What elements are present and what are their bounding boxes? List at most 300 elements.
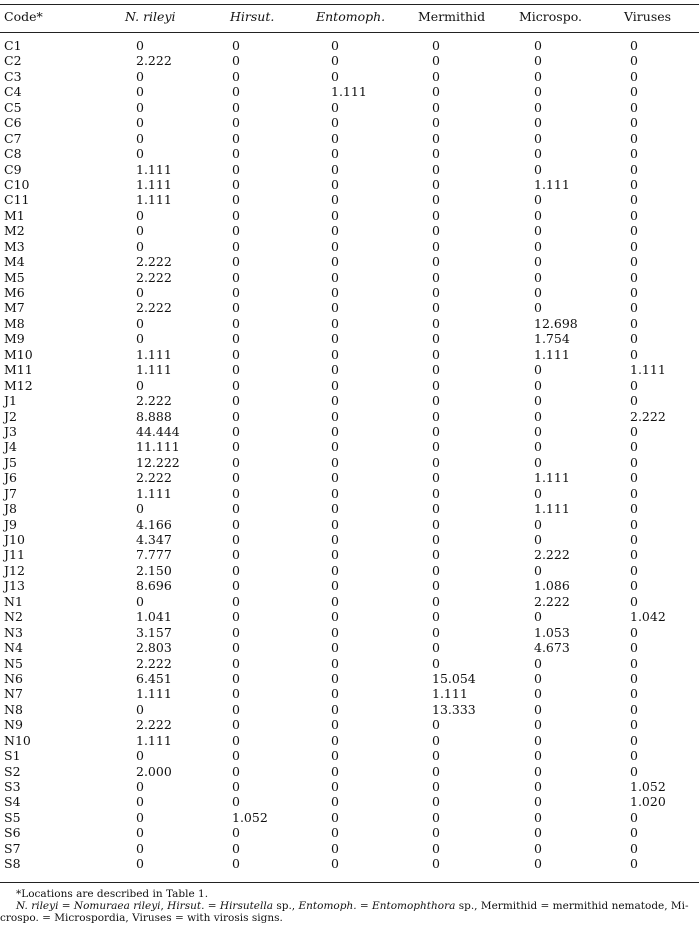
header-mermithid: Mermithid xyxy=(418,9,486,24)
cell-entomoph: 0 xyxy=(331,146,339,162)
cell-entomoph: 0 xyxy=(331,732,339,748)
cell-mermithid: 0 xyxy=(432,748,440,764)
cell-hirsut: 0 xyxy=(232,578,240,594)
cell-microspo: 0 xyxy=(534,393,542,409)
cell-microspo: 0 xyxy=(534,748,542,764)
cell-hirsut: 0 xyxy=(232,470,240,486)
cell-hirsut: 0 xyxy=(232,223,240,239)
cell-n-rileyi: 1.111 xyxy=(136,161,172,177)
cell-mermithid: 0 xyxy=(432,423,440,439)
cell-mermithid: 0 xyxy=(432,393,440,409)
cell-viruses: 0 xyxy=(630,562,638,578)
cell-code: C2 xyxy=(4,53,22,69)
footnote-abbrev-hirsut: Hirsut. xyxy=(167,900,205,912)
cell-entomoph: 0 xyxy=(331,300,339,316)
table-row xyxy=(0,625,699,640)
cell-code: C6 xyxy=(4,115,22,131)
cell-entomoph: 0 xyxy=(331,223,339,239)
table-row xyxy=(0,733,699,748)
cell-hirsut: 0 xyxy=(232,300,240,316)
table-row xyxy=(0,316,699,331)
cell-n-rileyi: 2.000 xyxy=(136,763,172,779)
cell-entomoph: 0 xyxy=(331,470,339,486)
cell-entomoph: 0 xyxy=(331,686,339,702)
cell-entomoph: 0 xyxy=(331,454,339,470)
cell-microspo: 1.053 xyxy=(534,624,570,640)
cell-viruses: 0 xyxy=(630,686,638,702)
table-row xyxy=(0,177,699,192)
cell-hirsut: 0 xyxy=(232,655,240,671)
cell-microspo: 0 xyxy=(534,362,542,378)
cell-entomoph: 0 xyxy=(331,562,339,578)
cell-entomoph: 0 xyxy=(331,115,339,131)
cell-microspo: 0 xyxy=(534,516,542,532)
cell-entomoph: 0 xyxy=(331,593,339,609)
cell-hirsut: 0 xyxy=(232,439,240,455)
cell-n-rileyi: 8.696 xyxy=(136,578,172,594)
cell-n-rileyi: 1.111 xyxy=(136,362,172,378)
cell-microspo: 0 xyxy=(534,300,542,316)
cell-mermithid: 0 xyxy=(432,732,440,748)
cell-mermithid: 0 xyxy=(432,856,440,872)
cell-entomoph: 0 xyxy=(331,748,339,764)
cell-code: J10 xyxy=(4,532,25,547)
table-row xyxy=(0,223,699,238)
cell-hirsut: 0 xyxy=(232,624,240,640)
header-entomoph: Entomoph. xyxy=(316,9,386,24)
table-row xyxy=(0,764,699,779)
cell-entomoph: 0 xyxy=(331,809,339,825)
cell-viruses: 0 xyxy=(630,192,638,208)
cell-n-rileyi: 7.777 xyxy=(136,547,172,563)
cell-n-rileyi: 2.222 xyxy=(136,300,172,316)
cell-hirsut: 0 xyxy=(232,423,240,439)
cell-n-rileyi: 0 xyxy=(136,315,144,331)
header-rule xyxy=(0,32,699,33)
cell-microspo: 0 xyxy=(534,809,542,825)
cell-n-rileyi: 1.111 xyxy=(136,346,172,362)
cell-entomoph: 0 xyxy=(331,362,339,378)
cell-entomoph: 0 xyxy=(331,640,339,656)
cell-entomoph: 0 xyxy=(331,670,339,686)
cell-code: N2 xyxy=(4,609,23,625)
cell-n-rileyi: 0 xyxy=(136,130,144,146)
cell-viruses: 0 xyxy=(630,300,638,316)
cell-n-rileyi: 0 xyxy=(136,331,144,347)
cell-mermithid: 0 xyxy=(432,223,440,239)
cell-microspo: 0 xyxy=(534,99,542,115)
cell-n-rileyi: 0 xyxy=(136,377,144,393)
cell-mermithid: 0 xyxy=(432,130,440,146)
cell-n-rileyi: 2.222 xyxy=(136,53,172,69)
cell-mermithid: 0 xyxy=(432,470,440,486)
cell-microspo: 0 xyxy=(534,192,542,208)
cell-entomoph: 0 xyxy=(331,794,339,810)
cell-viruses: 0 xyxy=(630,501,638,517)
cell-viruses: 0 xyxy=(630,547,638,563)
cell-hirsut: 0 xyxy=(232,547,240,563)
cell-n-rileyi: 1.041 xyxy=(136,609,172,625)
cell-n-rileyi: 0 xyxy=(136,38,144,53)
table-row xyxy=(0,470,699,485)
table-row xyxy=(0,547,699,562)
cell-mermithid: 0 xyxy=(432,146,440,162)
cell-code: C11 xyxy=(4,192,30,208)
cell-viruses: 2.222 xyxy=(630,408,666,424)
header-microspo: Microspo. xyxy=(519,9,582,24)
cell-n-rileyi: 0 xyxy=(136,115,144,131)
cell-mermithid: 0 xyxy=(432,439,440,455)
cell-n-rileyi: 0 xyxy=(136,146,144,162)
cell-n-rileyi: 2.222 xyxy=(136,254,172,270)
table-row xyxy=(0,810,699,825)
cell-microspo: 0 xyxy=(534,454,542,470)
cell-hirsut: 0 xyxy=(232,485,240,501)
cell-viruses: 0 xyxy=(630,285,638,300)
cell-hirsut: 0 xyxy=(232,593,240,609)
cell-hirsut: 0 xyxy=(232,192,240,208)
cell-n-rileyi: 11.111 xyxy=(136,439,180,455)
cell-microspo: 0 xyxy=(534,269,542,285)
footnote-rest-line-1: Mermithid = mermithid nematode, Mi- xyxy=(480,900,689,912)
cell-hirsut: 0 xyxy=(232,748,240,764)
footnote-locations xyxy=(0,889,699,901)
cell-code: C4 xyxy=(4,84,22,100)
cell-mermithid: 0 xyxy=(432,609,440,625)
cell-entomoph: 0 xyxy=(331,763,339,779)
cell-microspo: 0 xyxy=(534,285,542,300)
cell-n-rileyi: 0 xyxy=(136,68,144,84)
cell-hirsut: 0 xyxy=(232,38,240,53)
cell-n-rileyi: 2.222 xyxy=(136,393,172,409)
cell-entomoph: 0 xyxy=(331,130,339,146)
table-row xyxy=(0,347,699,362)
table-row xyxy=(0,131,699,146)
table-row xyxy=(0,84,699,99)
cell-n-rileyi: 1.111 xyxy=(136,192,172,208)
table-row xyxy=(0,38,699,53)
cell-entomoph: 0 xyxy=(331,346,339,362)
cell-code: J6 xyxy=(4,470,17,486)
table-row xyxy=(0,501,699,516)
cell-microspo: 0 xyxy=(534,856,542,872)
footnote-abbrev-entomoph: Entomoph. xyxy=(298,900,357,912)
cell-n-rileyi: 0 xyxy=(136,809,144,825)
cell-viruses: 1.020 xyxy=(630,794,666,810)
header-hirsut: Hirsut. xyxy=(230,9,275,24)
cell-microspo: 0 xyxy=(534,238,542,254)
cell-n-rileyi: 0 xyxy=(136,84,144,100)
table-row xyxy=(0,439,699,454)
cell-microspo: 0 xyxy=(534,207,542,223)
cell-code: M6 xyxy=(4,285,25,300)
cell-viruses: 1.042 xyxy=(630,609,666,625)
cell-microspo: 0 xyxy=(534,701,542,717)
cell-code: J1 xyxy=(4,393,17,409)
cell-viruses: 0 xyxy=(630,825,638,841)
cell-viruses: 0 xyxy=(630,809,638,825)
cell-code: M8 xyxy=(4,315,25,331)
cell-code: M10 xyxy=(4,346,33,362)
cell-code: S8 xyxy=(4,856,21,872)
table-row xyxy=(0,208,699,223)
cell-microspo: 0 xyxy=(534,562,542,578)
cell-code: M3 xyxy=(4,238,25,254)
cell-viruses: 0 xyxy=(630,331,638,347)
cell-hirsut: 0 xyxy=(232,501,240,517)
cell-n-rileyi: 4.347 xyxy=(136,532,172,547)
table-row xyxy=(0,162,699,177)
table-row xyxy=(0,686,699,701)
cell-viruses: 0 xyxy=(630,99,638,115)
table-top-rule xyxy=(0,4,699,5)
cell-mermithid: 0 xyxy=(432,192,440,208)
table-row xyxy=(0,563,699,578)
cell-mermithid: 0 xyxy=(432,176,440,192)
cell-mermithid: 0 xyxy=(432,794,440,810)
cell-viruses: 1.052 xyxy=(630,779,666,794)
cell-viruses: 0 xyxy=(630,532,638,547)
cell-n-rileyi: 0 xyxy=(136,794,144,810)
cell-code: J3 xyxy=(4,423,17,439)
table-row xyxy=(0,856,699,871)
cell-mermithid: 0 xyxy=(432,763,440,779)
table-row xyxy=(0,239,699,254)
cell-n-rileyi: 2.222 xyxy=(136,269,172,285)
cell-entomoph: 0 xyxy=(331,532,339,547)
cell-mermithid: 0 xyxy=(432,362,440,378)
cell-microspo: 0 xyxy=(534,532,542,547)
cell-microspo: 1.111 xyxy=(534,346,570,362)
table-row xyxy=(0,455,699,470)
cell-code: C3 xyxy=(4,68,22,84)
cell-entomoph: 0 xyxy=(331,779,339,794)
cell-viruses: 0 xyxy=(630,115,638,131)
cell-code: C7 xyxy=(4,130,22,146)
cell-hirsut: 0 xyxy=(232,99,240,115)
cell-n-rileyi: 0 xyxy=(136,779,144,794)
cell-microspo: 0 xyxy=(534,130,542,146)
cell-microspo: 0 xyxy=(534,686,542,702)
cell-viruses: 0 xyxy=(630,393,638,409)
cell-hirsut: 0 xyxy=(232,856,240,872)
cell-viruses: 0 xyxy=(630,53,638,69)
cell-n-rileyi: 12.222 xyxy=(136,454,180,470)
cell-microspo: 0 xyxy=(534,53,542,69)
cell-code: J4 xyxy=(4,439,17,455)
cell-mermithid: 0 xyxy=(432,485,440,501)
cell-entomoph: 0 xyxy=(331,161,339,177)
footnote-full-hirsutella: Hirsutella xyxy=(219,900,274,912)
cell-mermithid: 0 xyxy=(432,238,440,254)
cell-entomoph: 0 xyxy=(331,516,339,532)
cell-microspo: 0 xyxy=(534,68,542,84)
cell-mermithid: 13.333 xyxy=(432,701,476,717)
cell-viruses: 0 xyxy=(630,640,638,656)
cell-hirsut: 0 xyxy=(232,207,240,223)
cell-n-rileyi: 0 xyxy=(136,223,144,239)
cell-microspo: 4.673 xyxy=(534,640,570,656)
cell-entomoph: 0 xyxy=(331,423,339,439)
cell-entomoph: 0 xyxy=(331,408,339,424)
cell-viruses: 0 xyxy=(630,84,638,100)
table-row xyxy=(0,424,699,439)
table-row xyxy=(0,69,699,84)
cell-mermithid: 0 xyxy=(432,562,440,578)
cell-hirsut: 0 xyxy=(232,609,240,625)
cell-mermithid: 0 xyxy=(432,300,440,316)
cell-hirsut: 0 xyxy=(232,454,240,470)
cell-mermithid: 0 xyxy=(432,84,440,100)
table-row xyxy=(0,192,699,207)
cell-microspo: 0 xyxy=(534,254,542,270)
table-row xyxy=(0,594,699,609)
cell-code: J8 xyxy=(4,501,17,517)
cell-viruses: 0 xyxy=(630,68,638,84)
cell-n-rileyi: 0 xyxy=(136,701,144,717)
cell-mermithid: 0 xyxy=(432,809,440,825)
cell-hirsut: 0 xyxy=(232,670,240,686)
cell-mermithid: 1.111 xyxy=(432,686,468,702)
table-row xyxy=(0,393,699,408)
cell-code: N10 xyxy=(4,732,31,748)
cell-microspo: 12.698 xyxy=(534,315,578,331)
cell-viruses: 0 xyxy=(630,763,638,779)
table-row xyxy=(0,270,699,285)
cell-microspo: 1.754 xyxy=(534,331,570,347)
table-row xyxy=(0,640,699,655)
cell-microspo: 0 xyxy=(534,115,542,131)
cell-code: N6 xyxy=(4,670,23,686)
cell-viruses: 0 xyxy=(630,593,638,609)
cell-entomoph: 0 xyxy=(331,840,339,856)
footnote-abbreviations-line-2 xyxy=(0,913,699,925)
cell-viruses: 0 xyxy=(630,269,638,285)
cell-code: S6 xyxy=(4,825,21,841)
table-row xyxy=(0,717,699,732)
cell-hirsut: 0 xyxy=(232,238,240,254)
cell-entomoph: 0 xyxy=(331,269,339,285)
cell-mermithid: 0 xyxy=(432,269,440,285)
cell-mermithid: 0 xyxy=(432,38,440,53)
cell-viruses: 0 xyxy=(630,670,638,686)
cell-mermithid: 0 xyxy=(432,840,440,856)
cell-microspo: 0 xyxy=(534,223,542,239)
cell-microspo: 0 xyxy=(534,161,542,177)
cell-hirsut: 0 xyxy=(232,315,240,331)
cell-mermithid: 0 xyxy=(432,161,440,177)
cell-hirsut: 0 xyxy=(232,377,240,393)
cell-hirsut: 0 xyxy=(232,779,240,794)
table-row xyxy=(0,300,699,315)
cell-mermithid: 0 xyxy=(432,779,440,794)
cell-entomoph: 0 xyxy=(331,315,339,331)
cell-mermithid: 0 xyxy=(432,68,440,84)
table-row xyxy=(0,254,699,269)
cell-hirsut: 0 xyxy=(232,53,240,69)
cell-entomoph: 0 xyxy=(331,547,339,563)
table-body xyxy=(0,38,699,872)
cell-hirsut: 0 xyxy=(232,794,240,810)
cell-code: C10 xyxy=(4,176,30,192)
cell-n-rileyi: 0 xyxy=(136,825,144,841)
cell-code: M2 xyxy=(4,223,25,239)
cell-code: N8 xyxy=(4,701,23,717)
cell-hirsut: 0 xyxy=(232,701,240,717)
cell-code: J9 xyxy=(4,516,17,532)
cell-code: S4 xyxy=(4,794,21,810)
cell-viruses: 0 xyxy=(630,38,638,53)
cell-hirsut: 0 xyxy=(232,732,240,748)
cell-hirsut: 0 xyxy=(232,68,240,84)
table-row xyxy=(0,378,699,393)
cell-mermithid: 15.054 xyxy=(432,670,476,686)
cell-hirsut: 0 xyxy=(232,331,240,347)
cell-viruses: 0 xyxy=(630,439,638,455)
cell-viruses: 0 xyxy=(630,130,638,146)
cell-code: N5 xyxy=(4,655,23,671)
cell-microspo: 0 xyxy=(534,794,542,810)
cell-entomoph: 0 xyxy=(331,624,339,640)
cell-microspo: 0 xyxy=(534,84,542,100)
cell-hirsut: 0 xyxy=(232,562,240,578)
footnote-abbreviations-line-1: N. rileyi = Nomuraea rileyi, Hirsut. = Hirsutella sp., Entomoph. = Entomophthora sp., Mermithid = mermithid nematode, Mi- xyxy=(16,900,689,912)
cell-entomoph: 0 xyxy=(331,609,339,625)
table-row xyxy=(0,532,699,547)
footnote-locations-text: *Locations are described in Table 1. xyxy=(16,888,209,900)
cell-viruses: 0 xyxy=(630,655,638,671)
cell-hirsut: 0 xyxy=(232,408,240,424)
cell-microspo: 1.086 xyxy=(534,578,570,594)
cell-hirsut: 0 xyxy=(232,640,240,656)
footnote-abbreviations xyxy=(0,901,699,924)
cell-hirsut: 0 xyxy=(232,269,240,285)
cell-microspo: 0 xyxy=(534,377,542,393)
cell-mermithid: 0 xyxy=(432,408,440,424)
cell-code: J5 xyxy=(4,454,17,470)
cell-hirsut: 0 xyxy=(232,254,240,270)
cell-hirsut: 0 xyxy=(232,717,240,733)
cell-mermithid: 0 xyxy=(432,655,440,671)
cell-entomoph: 0 xyxy=(331,285,339,300)
table-row xyxy=(0,671,699,686)
cell-viruses: 0 xyxy=(630,146,638,162)
cell-viruses: 0 xyxy=(630,346,638,362)
cell-code: C9 xyxy=(4,161,22,177)
cell-entomoph: 0 xyxy=(331,377,339,393)
cell-microspo: 2.222 xyxy=(534,547,570,563)
cell-mermithid: 0 xyxy=(432,578,440,594)
cell-microspo: 0 xyxy=(534,732,542,748)
cell-code: M12 xyxy=(4,377,33,393)
cell-viruses: 0 xyxy=(630,856,638,872)
cell-entomoph: 0 xyxy=(331,578,339,594)
cell-n-rileyi: 44.444 xyxy=(136,423,180,439)
cell-hirsut: 0 xyxy=(232,84,240,100)
cell-mermithid: 0 xyxy=(432,115,440,131)
cell-n-rileyi: 2.150 xyxy=(136,562,172,578)
cell-n-rileyi: 1.111 xyxy=(136,686,172,702)
cell-mermithid: 0 xyxy=(432,532,440,547)
cell-n-rileyi: 3.157 xyxy=(136,624,172,640)
table-row xyxy=(0,702,699,717)
cell-hirsut: 0 xyxy=(232,825,240,841)
cell-n-rileyi: 2.222 xyxy=(136,655,172,671)
cell-entomoph: 0 xyxy=(331,825,339,841)
table-row xyxy=(0,609,699,624)
cell-mermithid: 0 xyxy=(432,717,440,733)
footnote-rest-line-2: crospo. = Microspordia, Viruses = with virosis signs. xyxy=(0,911,283,924)
